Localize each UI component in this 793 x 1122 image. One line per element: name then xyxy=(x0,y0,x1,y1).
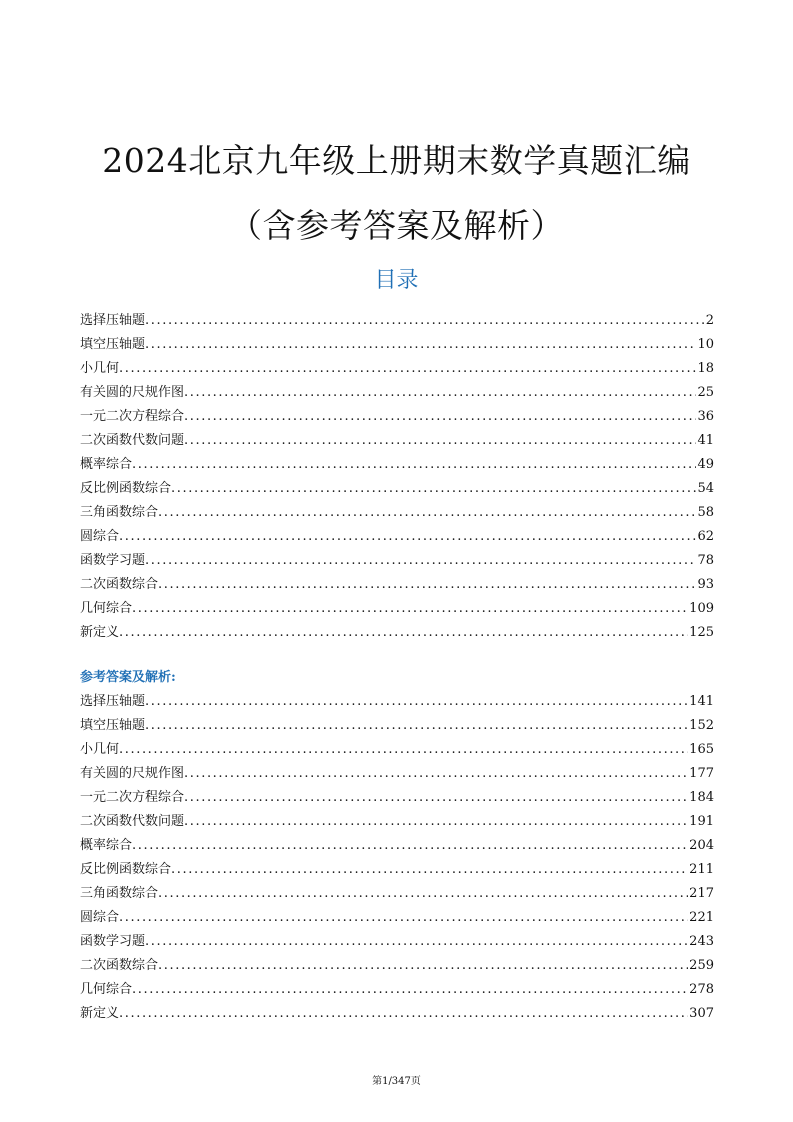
toc-entry-label: 新定义 xyxy=(80,625,120,640)
toc-entry[interactable] xyxy=(80,405,714,429)
answer-entry[interactable] xyxy=(80,978,714,1002)
answer-entry-label: 几何综合 xyxy=(80,982,133,997)
toc-heading: 目录 xyxy=(374,268,419,293)
toc-entry-page: 18 xyxy=(697,361,714,376)
toc-leader xyxy=(145,309,705,333)
toc-leader xyxy=(184,405,696,429)
toc-leader xyxy=(145,549,696,573)
answer-entry-page: 165 xyxy=(689,742,714,757)
answer-entry-page: 204 xyxy=(689,838,714,853)
answer-entry[interactable] xyxy=(80,906,714,930)
toc-entry-label: 二次函数代数问题 xyxy=(80,433,185,448)
toc-entry-page: 25 xyxy=(697,385,714,400)
toc-entry-page: 2 xyxy=(705,313,714,328)
toc-leader xyxy=(145,930,688,954)
toc-entry-label: 小几何 xyxy=(80,361,120,376)
toc-leader xyxy=(132,978,688,1002)
toc-entry-page: 41 xyxy=(697,433,714,448)
toc-leader xyxy=(132,834,688,858)
toc-entry[interactable] xyxy=(80,573,714,597)
toc-entry-page: 49 xyxy=(697,457,714,472)
answer-entry-label: 新定义 xyxy=(80,1006,120,1021)
toc-entry-label: 填空压轴题 xyxy=(80,337,146,352)
toc-leader xyxy=(184,810,688,834)
answer-entry[interactable] xyxy=(80,954,714,978)
toc-entry-label: 圆综合 xyxy=(80,529,120,544)
answer-entry[interactable] xyxy=(80,786,714,810)
toc-entry[interactable] xyxy=(80,477,714,501)
answer-entry-page: 152 xyxy=(689,718,714,733)
answers-list xyxy=(80,690,714,1026)
toc-leader xyxy=(171,858,688,882)
toc-leader xyxy=(145,714,688,738)
toc-entry[interactable] xyxy=(80,525,714,549)
answer-entry-label: 填空压轴题 xyxy=(80,718,146,733)
toc-entry-page: 54 xyxy=(697,481,714,496)
answer-entry[interactable] xyxy=(80,858,714,882)
toc-entry[interactable] xyxy=(80,333,714,357)
toc-entry[interactable] xyxy=(80,381,714,405)
answer-entry-page: 191 xyxy=(689,814,714,829)
answer-entry[interactable] xyxy=(80,810,714,834)
answer-entry[interactable] xyxy=(80,882,714,906)
toc-entry-page: 10 xyxy=(697,337,714,352)
toc-entry-page: 36 xyxy=(697,409,714,424)
answer-entry-page: 243 xyxy=(689,934,714,949)
toc-entry-page: 125 xyxy=(689,625,714,640)
toc-leader xyxy=(171,477,696,501)
toc-leader xyxy=(145,690,688,714)
answer-entry-page: 217 xyxy=(689,886,714,901)
toc-leader xyxy=(119,357,696,381)
toc-leader xyxy=(158,954,688,978)
toc-entry-label: 概率综合 xyxy=(80,457,133,472)
answer-entry-label: 反比例函数综合 xyxy=(80,862,172,877)
answer-entry-page: 307 xyxy=(689,1006,714,1021)
answer-entry-label: 函数学习题 xyxy=(80,934,146,949)
toc-entry-page: 78 xyxy=(697,553,714,568)
toc-entry[interactable] xyxy=(80,357,714,381)
answer-entry-page: 278 xyxy=(689,982,714,997)
toc-leader xyxy=(184,762,688,786)
toc-entry-label: 反比例函数综合 xyxy=(80,481,172,496)
answer-entry[interactable] xyxy=(80,714,714,738)
toc-leader xyxy=(132,597,688,621)
answer-entry-label: 有关圆的尺规作图 xyxy=(80,766,185,781)
toc-leader xyxy=(158,501,696,525)
answer-entry-page: 184 xyxy=(689,790,714,805)
toc-entry[interactable] xyxy=(80,501,714,525)
toc-entry-page: 62 xyxy=(697,529,714,544)
answer-entry-label: 圆综合 xyxy=(80,910,120,925)
toc-entry[interactable] xyxy=(80,621,714,645)
toc-leader xyxy=(119,621,688,645)
answer-entry-label: 一元二次方程综合 xyxy=(80,790,185,805)
page-footer: 第1/347页 xyxy=(372,1076,421,1087)
answer-entry-label: 概率综合 xyxy=(80,838,133,853)
answer-entry-page: 141 xyxy=(689,694,714,709)
toc-leader xyxy=(158,573,696,597)
toc-entry-label: 二次函数综合 xyxy=(80,577,159,592)
answer-entry[interactable] xyxy=(80,930,714,954)
toc-leader xyxy=(184,429,696,453)
toc-entry-label: 选择压轴题 xyxy=(80,313,146,328)
toc-entry-label: 一元二次方程综合 xyxy=(80,409,185,424)
answer-entry-label: 二次函数综合 xyxy=(80,958,159,973)
toc-leader xyxy=(119,525,696,549)
toc-entry[interactable] xyxy=(80,429,714,453)
answer-entry-page: 211 xyxy=(689,862,714,877)
toc-leader xyxy=(145,333,696,357)
toc-entry-page: 58 xyxy=(697,505,714,520)
answer-entry-page: 259 xyxy=(689,958,714,973)
answer-entry[interactable] xyxy=(80,1002,714,1026)
answer-entry-label: 三角函数综合 xyxy=(80,886,159,901)
answer-entry[interactable] xyxy=(80,738,714,762)
toc-entry-label: 函数学习题 xyxy=(80,553,146,568)
document-subtitle: （含参考答案及解析） xyxy=(229,206,564,245)
toc-entry-page: 109 xyxy=(689,601,714,616)
toc-leader xyxy=(158,882,688,906)
toc-leader xyxy=(132,453,696,477)
toc-entry-page: 93 xyxy=(697,577,714,592)
answer-entry-label: 小几何 xyxy=(80,742,120,757)
toc-list xyxy=(80,309,714,645)
answer-entry[interactable] xyxy=(80,762,714,786)
toc-leader xyxy=(184,786,688,810)
answer-entry-label: 二次函数代数问题 xyxy=(80,814,185,829)
answer-entry-page: 177 xyxy=(689,766,714,781)
toc-entry-label: 几何综合 xyxy=(80,601,133,616)
toc-entry-label: 有关圆的尺规作图 xyxy=(80,385,185,400)
document-title: 2024北京九年级上册期末数学真题汇编 xyxy=(102,141,691,180)
toc-entry-label: 三角函数综合 xyxy=(80,505,159,520)
answers-heading: 参考答案及解析: xyxy=(80,670,176,685)
answer-entry-label: 选择压轴题 xyxy=(80,694,146,709)
toc-entry[interactable] xyxy=(80,549,714,573)
toc-leader xyxy=(119,1002,688,1026)
toc-leader xyxy=(119,906,688,930)
toc-leader xyxy=(119,738,688,762)
answer-entry[interactable] xyxy=(80,690,714,714)
toc-entry[interactable] xyxy=(80,453,714,477)
answer-entry-page: 221 xyxy=(689,910,714,925)
toc-leader xyxy=(184,381,696,405)
answer-entry[interactable] xyxy=(80,834,714,858)
toc-entry[interactable] xyxy=(80,309,714,333)
toc-entry[interactable] xyxy=(80,597,714,621)
